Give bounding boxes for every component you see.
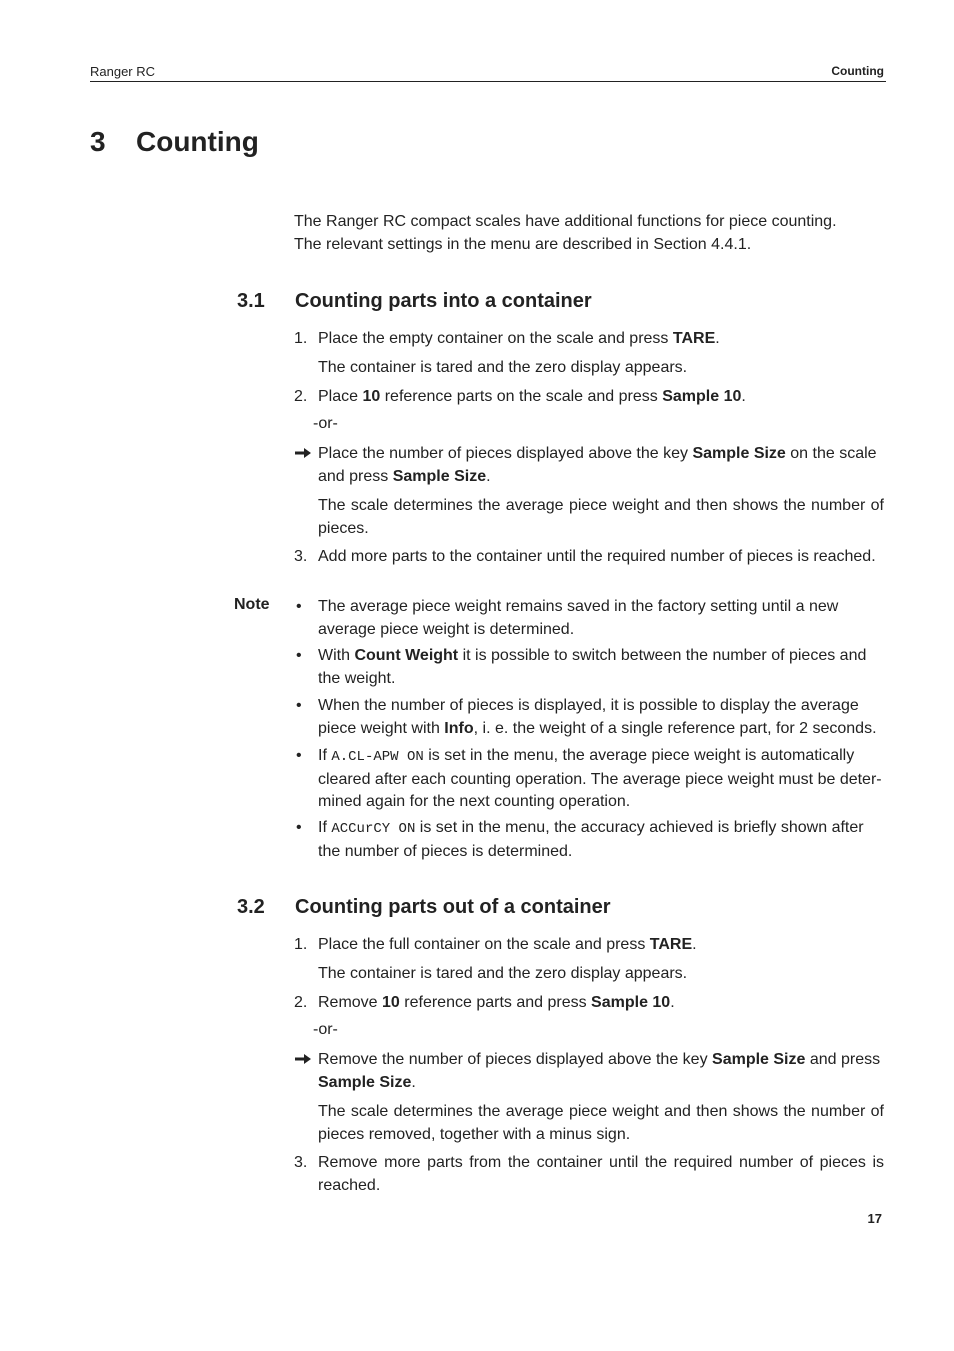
or-separator: -or- [313, 1021, 338, 1038]
section-number: 3.2 [237, 896, 265, 918]
section-title: Counting parts out of a container [295, 896, 611, 918]
step-text-mid: on the scale and press [318, 445, 877, 485]
step-marker: 2. [294, 994, 308, 1011]
note-bullet [294, 596, 884, 641]
key-name: Sample 10 [662, 388, 742, 405]
or-separator: -or- [313, 415, 338, 432]
section-number: 3.1 [237, 290, 265, 312]
bullet-text: When the number of pieces is displayed, it is possible to display the average piece weight with [318, 697, 859, 737]
key-name: Info [444, 719, 474, 737]
step-result [294, 495, 884, 540]
section-title: Counting parts into a container [295, 290, 592, 312]
bullet-text-end: is set in the menu, the accuracy achieved is briefly shown after the number of pieces is determined. [318, 819, 864, 860]
step-item [294, 328, 884, 351]
intro-paragraph [294, 211, 884, 256]
step-marker: 1. [294, 330, 308, 347]
step-marker: 3. [294, 1154, 308, 1171]
intro-line-2: The relevant settings in the menu are described in Section 4.4.1. [294, 235, 752, 253]
count-value: 10 [362, 388, 381, 405]
bullet-text: The average piece weight remains saved in the factory setting until a new average piece weight is determined. [318, 598, 839, 638]
step-item [294, 386, 884, 409]
bullet-text: If [318, 747, 332, 764]
step-item [294, 546, 884, 569]
running-header-left: Ranger RC [90, 64, 156, 79]
bullet-text-end: is set in the menu, the average piece weight is automatically cleared after each counting operation. The average piece weight must be deter-mined again for the next counting operation. [318, 747, 882, 810]
step-text: Add more parts to the container until the required number of pieces is reached. [318, 548, 876, 565]
result-text: The scale determines the average piece weight and then shows the number of pieces. [318, 497, 884, 537]
step-text: Place the empty container on the scale and press [318, 330, 673, 347]
intro-line-1: The Ranger RC compact scales have additional functions for piece counting. [294, 213, 837, 230]
bullet-text-end: , i. e. the weight of a single reference part, for 2 seconds. [473, 719, 877, 737]
step-result [294, 357, 884, 380]
bullet-icon: • [296, 647, 302, 664]
step-item [294, 992, 884, 1015]
step-text: Place the number of pieces displayed above the key [318, 445, 693, 462]
bullet-text: If [318, 819, 332, 836]
result-text: The scale determines the average piece weight and then shows the number of pieces removed, together with a minus sign. [318, 1103, 884, 1143]
display-code: ACCurCY ON [331, 821, 416, 837]
step-text: Place [318, 388, 363, 405]
step-result [294, 963, 884, 986]
bullet-icon: • [296, 747, 302, 764]
key-name: Sample Size [392, 467, 487, 485]
note-bullet [294, 745, 884, 814]
alternative-step [294, 443, 884, 488]
result-text: The container is tared and the zero display appears. [318, 359, 688, 376]
alternative-step [294, 1049, 884, 1094]
note-bullet [294, 695, 884, 740]
key-name: Sample Size [692, 445, 786, 462]
step-marker: 1. [294, 936, 308, 953]
running-header-right: Counting [831, 64, 884, 78]
bullet-icon: • [296, 598, 302, 615]
step-text-end: . [411, 1073, 416, 1091]
right-arrow-icon [294, 443, 316, 466]
step-text: Remove [318, 994, 383, 1011]
step-text-end: . [486, 467, 491, 485]
step-result [294, 1101, 884, 1146]
key-name: Count Weight [354, 647, 459, 664]
step-text: Remove more parts from the container until the required number of pieces is reached. [318, 1154, 884, 1194]
step-text-end: . [692, 936, 697, 953]
result-text: The container is tared and the zero display appears. [318, 965, 688, 982]
key-name: Sample Size [712, 1051, 806, 1068]
count-value: 10 [382, 994, 400, 1011]
key-name: Sample 10 [591, 994, 671, 1011]
chapter-title: Counting [136, 126, 259, 157]
step-item [294, 1152, 884, 1197]
key-name: TARE [649, 936, 693, 953]
chapter-heading [90, 126, 259, 158]
note-label: Note [234, 596, 270, 613]
chapter-number: 3 [90, 126, 106, 157]
step-text: Place the full container on the scale and press [318, 936, 650, 953]
step-text-end: . [715, 330, 720, 347]
right-arrow-icon [294, 1049, 316, 1072]
step-item [294, 934, 884, 957]
step-text: Remove the number of pieces displayed above the key [318, 1051, 713, 1068]
step-text-mid: and press [805, 1051, 881, 1068]
bullet-icon: • [296, 819, 302, 836]
note-bullet [294, 817, 884, 863]
header-rule [90, 81, 886, 82]
step-marker: 2. [294, 388, 308, 405]
bullet-icon: • [296, 697, 302, 714]
step-text-end: . [741, 388, 746, 405]
bullet-text-end: it is possible to switch between the number of pieces and the weight. [318, 647, 867, 687]
step-text-mid: reference parts and press [399, 994, 592, 1011]
step-marker: 3. [294, 548, 308, 565]
display-code: A.CL-APW ON [331, 749, 424, 765]
step-text-mid: reference parts on the scale and press [380, 388, 663, 405]
note-bullet [294, 645, 884, 690]
bullet-text: With [318, 647, 355, 664]
key-name: TARE [672, 330, 716, 347]
step-text-end: . [670, 994, 675, 1011]
page-number: 17 [867, 1211, 882, 1226]
key-name: Sample Size [318, 1073, 412, 1091]
